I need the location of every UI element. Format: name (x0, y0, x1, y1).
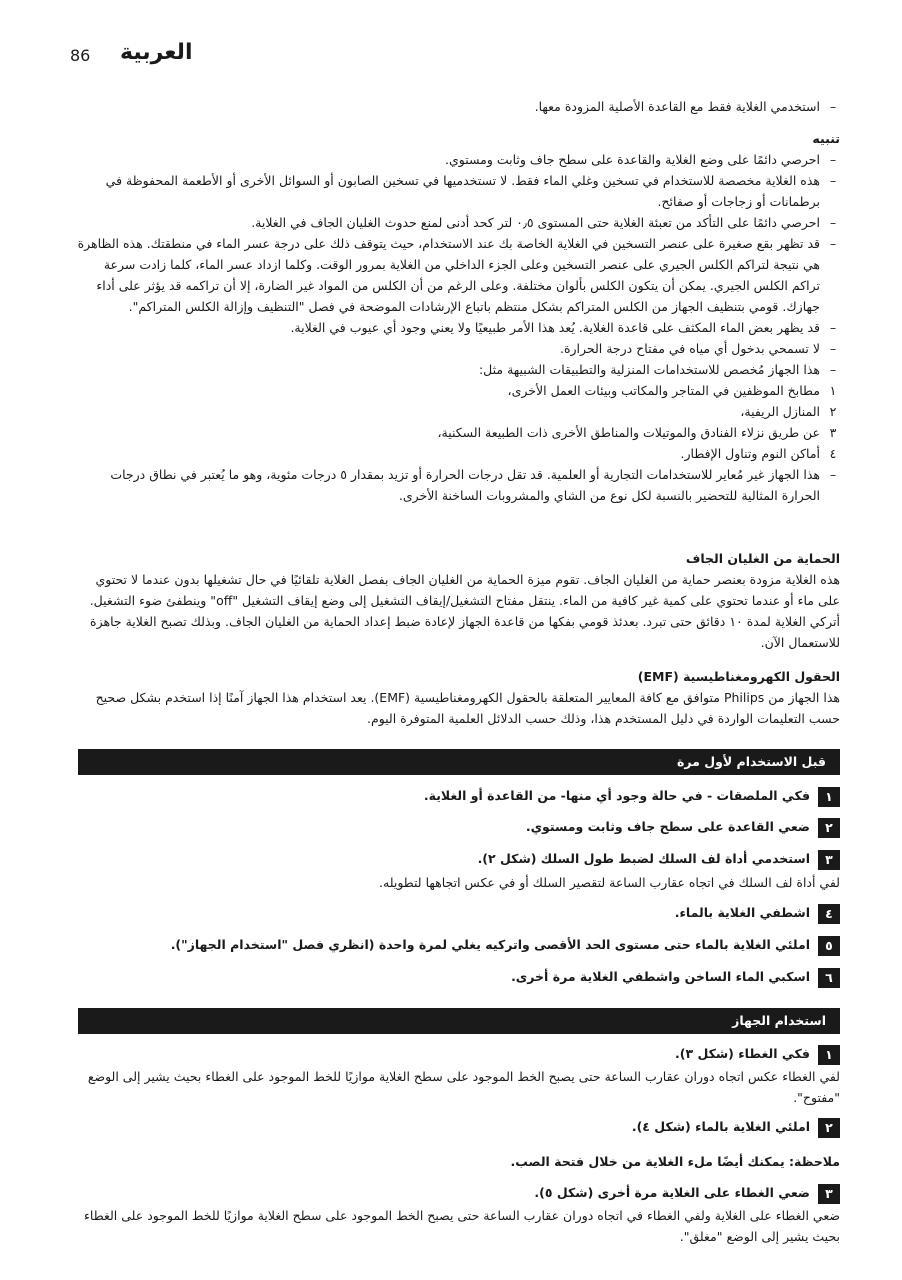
before-first-use-header: قبل الاستخدام لأول مرة (78, 749, 840, 775)
top-section (75, 96, 840, 117)
caution-item: – لا تسمحي بدخول أي مياه في مفتاح درجة الحرارة. (559, 341, 837, 356)
item-text: أماكن النوم وتناول الإفطار. (680, 446, 820, 461)
caution-text: هذه الغلاية مخصصة للاستخدام في تسخين وغلي الماء فقط. لا تستخدميها في تسخين الصابون أو السوائل الأخرى أو الأطعمة المحفوظة في برطمانات أو زجاجات أو صفائح. (105, 173, 820, 209)
step-text: فكي الغطاء (شكل ٣). (675, 1046, 810, 1061)
step-text: ضعي القاعدة على سطح جاف وثابت ومستوي. (525, 819, 810, 834)
step-subtext: لفي أداة لف السلك في اتجاه عقارب الساعة لتقصير السلك أو في عكس اتجاهها لتطويله. (379, 875, 840, 890)
step-item (78, 816, 840, 838)
step-number: ٦ (818, 968, 840, 988)
item-number: ٢ (829, 404, 837, 419)
numbered-item (75, 401, 840, 422)
note-text: ملاحظة: يمكنك أيضًا ملء الغلاية من خلال فتحة الصب. (510, 1154, 840, 1169)
step-item (78, 966, 840, 988)
caution-text: هذا الجهاز مُخصص للاستخدامات المنزلية والتطبيقات الشبيهة مثل: (478, 362, 820, 377)
dry-boil-text: هذه الغلاية مزودة بعنصر حماية من الغليان الجاف. تقوم ميزة الحماية من الغليان الجاف بفصل الغلاية تلقائيًا في حال تشغيلها بدون عندما لا تحتوي على ماء أو عندما تحتوي على كمية غير كافية من الماء. ينتقل مفتاح التشغيل/إيقاف التشغيل إلى وضع إيقاف التشغيل "off" وينطفئ ضوء التشغيل. أتركي الغلاية لمدة ١٠ دقائق حتى تبرد. بعدئذ قومي بفكها من قاعدة الجهاز لإعادة ضبط إعداد الحماية من الغليان الجاف. وبذلك تصبح الغلاية جاهزة للاستعمال الآن. (89, 572, 840, 650)
step-item (78, 1116, 840, 1138)
step-text: فكي الملصقات - في حالة وجود أي منها- من القاعدة أو الغلاية. (423, 788, 810, 803)
step-item (78, 848, 840, 870)
step-number: ٢ (818, 1118, 840, 1138)
step-number: ١ (818, 1045, 840, 1065)
caution-text: هذا الجهاز غير مُعاير للاستخدامات التجارية أو العلمية. قد تقل درجات الحرارة أو تزيد بمقدار ٥ درجات مئوية، وهو ما يُعتبر في نطاق درجات الحرارة المثالية للتحضير بالنسبة لكل نوع من الشاي والمشروبات الساخنة الأخرى. (110, 467, 820, 503)
step-text: املئي الغلاية بالماء حتى مستوى الحد الأقصى واتركيه يغلي لمرة واحدة (انظري فصل "استخدام الجهاز"). (170, 937, 810, 952)
step-number: ١ (818, 787, 840, 807)
emf-text: هذا الجهاز من Philips متوافق مع كافة المعايير المتعلقة بالحقول الكهرومغناطيسية (EMF). يعد استخدام هذا الجهاز آمنًا إذا استخدم بشكل صحيح حسب التعليمات الواردة في دليل المستخدم هذا، وذلك حسب الدلائل العلمية المتوفرة اليوم. (95, 690, 840, 726)
caution-item: – احرصي دائمًا على وضع الغلاية والقاعدة على سطح جاف وثابت ومستوي. (445, 152, 837, 167)
caution-text: احرصي دائمًا على التأكد من تعبئة الغلاية حتى المستوى ٠٫٥ لتر كحد أدنى لمنع حدوث الغليان الجاف في الغلاية. (251, 215, 820, 230)
page-number: 86 (70, 46, 91, 65)
item-text: مطابخ الموظفين في المتاجر والمكاتب وبيئات العمل الأخرى، (507, 383, 820, 398)
step-number: ٤ (818, 904, 840, 924)
bullet-text: استخدمي الغلاية فقط مع القاعدة الأصلية المزودة معها. (534, 99, 820, 114)
step-item (78, 934, 840, 956)
caution-text: لا تسمحي بدخول أي مياه في مفتاح درجة الحرارة. (559, 341, 820, 356)
caution-item: – احرصي دائمًا على التأكد من تعبئة الغلاية حتى المستوى ٠٫٥ لتر كحد أدنى لمنع حدوث الغليان الجاف في الغلاية. (251, 215, 837, 230)
caution-item: – هذه الغلاية مخصصة للاستخدام في تسخين وغلي الماء فقط. لا تستخدميها في تسخين الصابون أو السوائل الأخرى أو الأطعمة المحفوظة في برطمانات أو زجاجات أو صفائح. (105, 173, 837, 209)
caution-text: احرصي دائمًا على وضع الغلاية والقاعدة على سطح جاف وثابت ومستوي. (445, 152, 820, 167)
caution-title: تنبيه (812, 131, 840, 146)
numbered-item (75, 443, 840, 464)
caution-item: – هذا الجهاز غير مُعاير للاستخدامات التجارية أو العلمية. قد تقل درجات الحرارة أو تزيد بمقدار ٥ درجات مئوية، وهو ما يُعتبر في نطاق درجات الحرارة المثالية للتحضير بالنسبة لكل نوع من الشاي والمشروبات الساخنة الأخرى. (110, 467, 837, 503)
numbered-item (75, 422, 840, 443)
step-subtext: لفي الغطاء عكس اتجاه دوران عقارب الساعة حتى يصبح الخط الموجود على سطح الغلاية موازيًا للخط الموجود على الغطاء بحيث يشير إلى الوضع "مفتوح". (87, 1069, 840, 1105)
step-number: ٣ (818, 1184, 840, 1204)
item-text: المنازل الريفية، (740, 404, 820, 419)
caution-item: – قد تظهر بقع صغيرة على عنصر التسخين في الغلاية الخاصة بك عند الاستخدام، حيث يتوقف ذلك على درجة عسر الماء في منطقتك. هذه الظاهرة هي نتيجة لتراكم الكلس الجيري على عنصر التسخين وعلى الجزء الداخلي من الغلاية بمرور الوقت. وكلما ازداد عسر الماء، كلما زادت سرعة تراكم الكلس الجيري. يمكن أن يتكون الكلس بألوان مختلفة. وعلى الرغم من أن الكلس من المواد غير الضارة، إلا أن تراكمه قد يؤثر على أداء جهازك. قومي بتنظيف الجهاز من الكلس المتراكم بشكل منتظم باتباع الإرشادات الموضحة في فصل "التنظيف وإزالة الكلس المتراكم". (77, 236, 837, 314)
step-text: املئي الغلاية بالماء (شكل ٤). (631, 1119, 810, 1134)
using-header: استخدام الجهاز (78, 1008, 840, 1034)
item-text: عن طريق نزلاء الفنادق والموتيلات والمناطق الأخرى ذات الطبيعة السكنية، (437, 425, 820, 440)
step-text: ضعي الغطاء على الغلاية مرة أخرى (شكل ٥). (534, 1185, 810, 1200)
caution-text: قد تظهر بقع صغيرة على عنصر التسخين في الغلاية الخاصة بك عند الاستخدام، حيث يتوقف ذلك على درجة عسر الماء في منطقتك. هذه الظاهرة هي نتيجة لتراكم الكلس الجيري على عنصر التسخين وعلى الجزء الداخلي من الغلاية بمرور الوقت. وكلما ازداد عسر الماء، كلما زادت سرعة تراكم الكلس الجيري. يمكن أن يتكون الكلس بألوان مختلفة. وعلى الرغم من أن الكلس من المواد غير الضارة، إلا أن تراكمه قد يؤثر على أداء جهازك. قومي بتنظيف الجهاز من الكلس المتراكم بشكل منتظم باتباع الإرشادات الموضحة في فصل "التنظيف وإزالة الكلس المتراكم". (77, 236, 820, 314)
step-subtext: ضعي الغطاء على الغلاية ولفي الغطاء في اتجاه دوران عقارب الساعة حتى يصبح الخط الموجود على سطح الغلاية موازيًا للخط الموجود على الغطاء بحيث يشير إلى الوضع "مغلق". (84, 1208, 840, 1244)
item-number: ١ (829, 383, 837, 398)
language-title: العربية (120, 40, 193, 65)
numbered-item (75, 380, 840, 401)
dry-boil-title: الحماية من الغليان الجاف (685, 551, 840, 566)
step-item (78, 902, 840, 924)
dry-boil-section (75, 548, 840, 653)
step-number: ٢ (818, 818, 840, 838)
step-text: اشطفي الغلاية بالماء. (674, 905, 810, 920)
emf-section (75, 666, 840, 729)
step-item (78, 1182, 840, 1204)
step-item (78, 1043, 840, 1065)
caution-item: – هذا الجهاز مُخصص للاستخدامات المنزلية والتطبيقات الشبيهة مثل: (478, 362, 837, 377)
bullet-item: – استخدمي الغلاية فقط مع القاعدة الأصلية المزودة معها. (534, 99, 837, 114)
item-number: ٤ (829, 446, 837, 461)
step-text: اسكبي الماء الساخن واشطفي الغلاية مرة أخرى. (511, 969, 810, 984)
step-item (78, 785, 840, 807)
caution-section (75, 128, 840, 506)
caution-item: – قد يظهر بعض الماء المكثف على قاعدة الغلاية. يُعد هذا الأمر طبيعيًا ولا يعني وجود أي عيوب في الغلاية. (290, 320, 837, 335)
emf-title: الحقول الكهرومغناطيسية (EMF) (637, 669, 840, 684)
item-number: ٣ (829, 425, 837, 440)
step-text: استخدمي أداة لف السلك لضبط طول السلك (شكل ٢). (477, 851, 810, 866)
caution-text: قد يظهر بعض الماء المكثف على قاعدة الغلاية. يُعد هذا الأمر طبيعيًا ولا يعني وجود أي عيوب في الغلاية. (290, 320, 820, 335)
step-number: ٣ (818, 850, 840, 870)
step-number: ٥ (818, 936, 840, 956)
